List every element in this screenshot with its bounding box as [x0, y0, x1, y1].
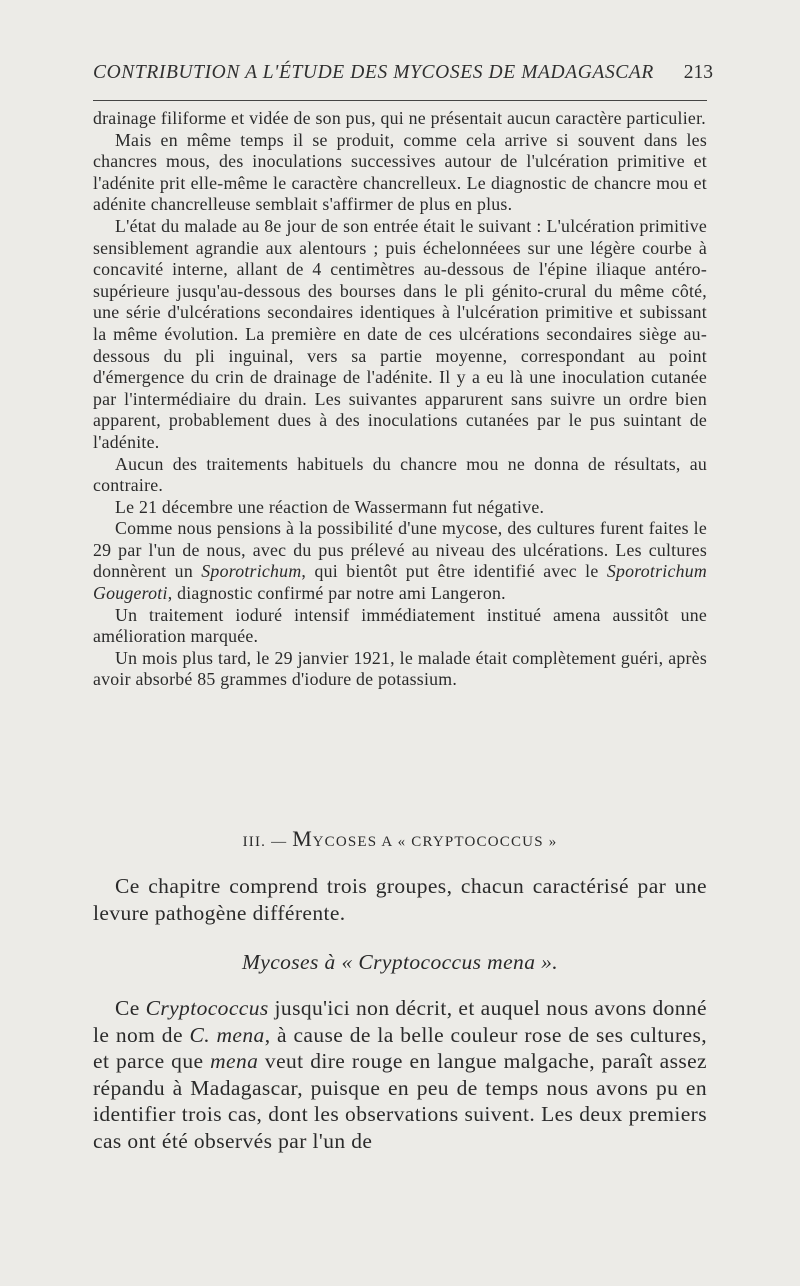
- cryptococcus-description: [93, 995, 707, 1154]
- italic-term: Cryptococcus: [145, 996, 269, 1020]
- case-report-text: [93, 108, 707, 691]
- header-rule: [93, 100, 707, 101]
- text-run: , à cause de la belle couleur rose de ses cultures, et parce que: [93, 1022, 707, 1073]
- page-number: 213: [683, 62, 713, 83]
- paragraph: Aucun des traitements habituels du chancre mou ne donna de résultats, au contraire.: [93, 453, 707, 496]
- chapter-intro: [93, 873, 707, 926]
- paragraph: [93, 995, 707, 1154]
- paragraph: Un traitement ioduré intensif immédiatement institué amena aussitôt une amélioration marquée.: [93, 604, 707, 647]
- text-run: Ce: [115, 996, 146, 1020]
- subhead-italic: Cryptococcus mena: [358, 950, 536, 974]
- text-run: , diagnostic confirmé par notre ami Langeron.: [167, 583, 506, 604]
- text-run: Comme nous pensions à la possibilité d'une mycose, des cultures furent faites le 29 par l'un de nous, avec du pus prélevé au niveau des ulcérations. Les cultures donnèrent un: [93, 518, 707, 582]
- paragraph: L'état du malade au 8e jour de son entrée était le suivant : L'ulcération primitive sensiblement agrandie aux alentours ; puis échelonnéees sur une légère courbe à concavité interne, allant de 4 centimètres au-dessous de l'épine iliaque antéro-supérieure jusqu'au-dessous des bourses dans le pli génito-crural du même côté, une série d'ulcérations secondaires identiques à l'ulcération primitive et subissant la même évolution. La première en date de ces ulcérations secondaires siège au-dessous du pli inguinal, vers sa partie moyenne, correspondant au point d'émergence du crin de drainage de l'adénite. Il y a eu là une inoculation cutanée par l'intermédiaire du drain. Les suivantes apparurent sans suivre un ordre bien apparent, probablement dues à des inoculations cutanées par le pus suintant de l'adénite.: [93, 215, 707, 452]
- paragraph: Un mois plus tard, le 29 janvier 1921, le malade était complètement guéri, après avoir absorbé 85 grammes d'iodure de potassium.: [93, 647, 707, 690]
- quote-close: ».: [535, 950, 559, 974]
- italic-term: C. mena: [189, 1022, 265, 1047]
- subsection-heading: [0, 950, 800, 975]
- text-run: , qui bientôt put être identifié avec le: [301, 561, 607, 582]
- quote-open: «: [335, 950, 359, 974]
- section-title-text: YCOSES A « CRYPTOCOCCUS »: [312, 834, 558, 850]
- section-initial: M: [292, 826, 313, 851]
- subhead-italic: Mycoses à: [241, 950, 336, 974]
- paragraph: drainage filiforme et vidée de son pus, qui ne présentait aucun caractère particulier.: [93, 108, 706, 128]
- text-run: jusqu'ici non décrit, et auquel nous avons donné le nom de: [93, 996, 708, 1047]
- italic-term: Sporotrichum: [201, 561, 302, 582]
- section-heading: [0, 826, 800, 852]
- paragraph: Ce chapitre comprend trois groupes, chacun caractérisé par une levure pathogène différente.: [93, 874, 707, 925]
- text-run: veut dire rouge en langue malgache, paraît assez répandu à Madagascar, puisque en peu de temps nous avons pu en identifier trois cas, dont les observations suivent. Les deux premiers cas ont été observés par l'un de: [93, 1049, 707, 1153]
- italic-term: mena: [210, 1049, 259, 1073]
- paragraph: Mais en même temps il se produit, comme cela arrive si souvent dans les chancres mous, des inoculations successives autour de l'ulcération primitive et l'adénite prit elle-même le caractère chancrelleux. Le diagnostic de chancre mou et adénite chancrelleuse semblait s'affirmer de plus en plus.: [93, 129, 707, 215]
- section-numeral: III. —: [242, 834, 293, 850]
- running-title: CONTRIBUTION A L'ÉTUDE DES MYCOSES DE MADAGASCAR: [93, 62, 654, 83]
- italic-term: Sporotrichum Gougeroti: [93, 561, 707, 604]
- paragraph: Le 21 décembre une réaction de Wassermann fut négative.: [115, 496, 545, 517]
- running-header: [93, 62, 713, 84]
- paragraph: [93, 518, 707, 604]
